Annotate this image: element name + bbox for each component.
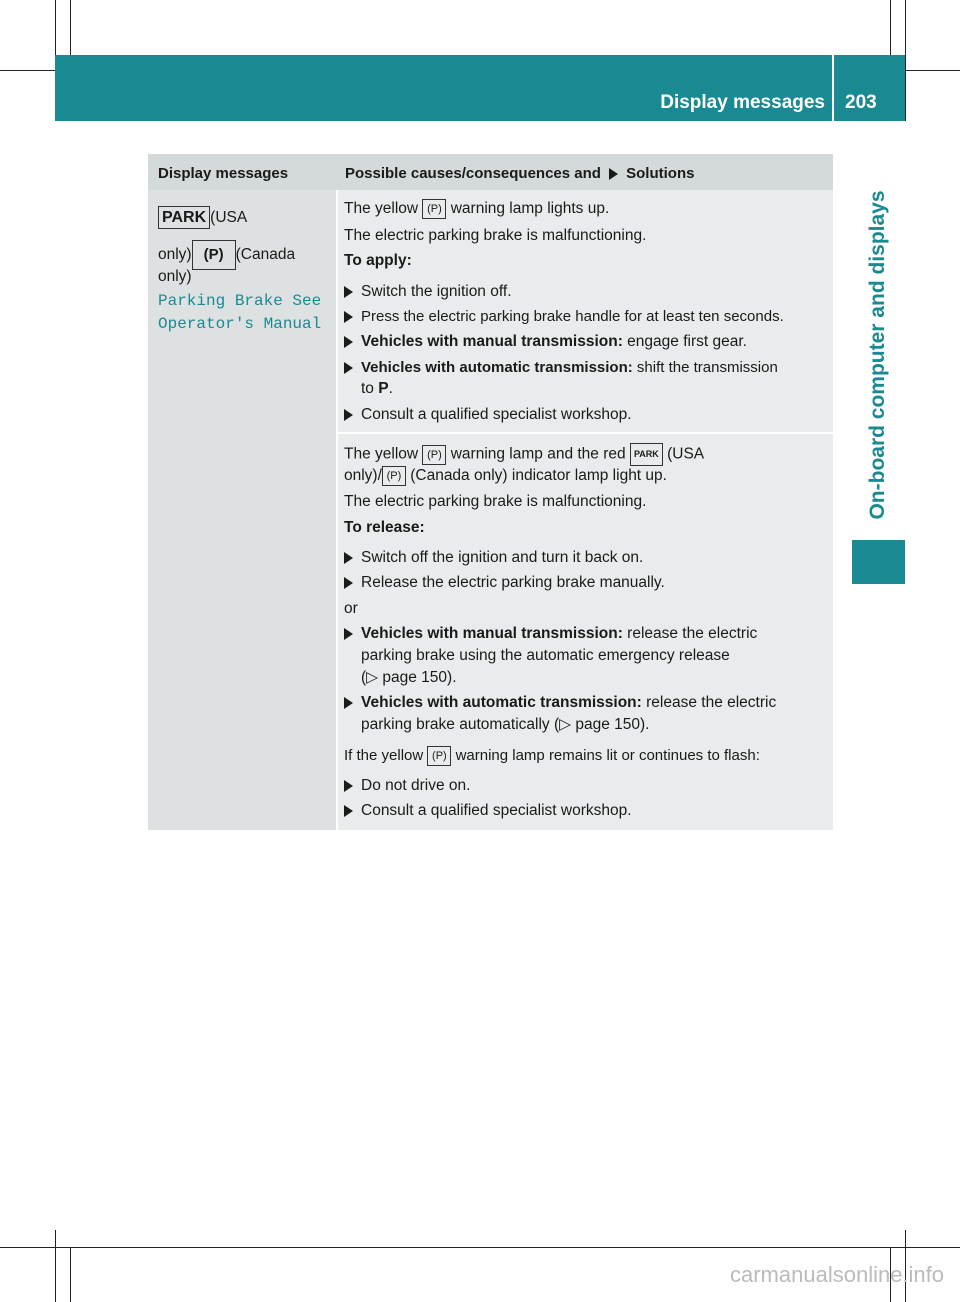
arrow-icon <box>609 168 618 180</box>
left-line-1: PARK (USA <box>158 206 247 229</box>
list-item: Vehicles with automatic transmission: shift the transmission <box>344 357 778 378</box>
block-a-line-1: The yellow (P) warning lamp lights up. <box>344 200 610 217</box>
display-message-line-2: Operator's Manual <box>158 315 322 333</box>
page-title: Display messages <box>660 92 825 113</box>
list-item: Release the electric parking brake manually. <box>344 572 665 593</box>
block-b-line-5: If the yellow (P) warning lamp remains lit or continues to flash: <box>344 745 760 766</box>
block-a-line-2: The electric parking brake is malfunctioning. <box>344 227 647 244</box>
crop-mark <box>70 1247 71 1302</box>
side-tab-marker <box>852 540 905 584</box>
arrow-icon <box>344 577 353 589</box>
messages-table <box>148 154 833 830</box>
block-b-line-1: The yellow (P) warning lamp and the red PARK (USA <box>344 443 704 466</box>
parking-brake-icon: (P) <box>382 466 406 486</box>
list-item: Vehicles with automatic transmission: release the electric <box>344 692 776 713</box>
park-icon: PARK <box>158 206 210 229</box>
list-item: Vehicles with manual transmission: engage first gear. <box>344 331 747 352</box>
display-message-line-1: Parking Brake See <box>158 292 322 310</box>
left-line-3: only) <box>158 268 192 285</box>
or-text: or <box>344 600 358 617</box>
block-b-line-2: only)/ (P) (Canada only) indicator lamp light up. <box>344 467 667 484</box>
crop-mark <box>0 1247 960 1248</box>
col1-header: Display messages <box>158 165 289 182</box>
arrow-icon <box>344 286 353 298</box>
crop-mark <box>905 0 906 121</box>
parking-brake-icon: (P) <box>422 445 446 465</box>
page-reference: (▷ page 150). <box>361 669 457 686</box>
page-number: 203 <box>845 92 877 113</box>
left-line-2: only) (P) (Canada <box>158 240 295 270</box>
watermark: carmanualsonline.info <box>730 1262 945 1287</box>
list-item: Consult a qualified specialist workshop. <box>344 404 632 425</box>
arrow-icon <box>344 628 353 640</box>
list-item: Consult a qualified specialist workshop. <box>344 800 632 821</box>
park-icon: PARK <box>630 443 663 466</box>
col2-header: Possible causes/consequences and Solutions <box>345 165 695 182</box>
block-b-subheading: To release: <box>344 519 425 536</box>
list-item: Switch the ignition off. <box>344 281 512 302</box>
list-item: Vehicles with manual transmission: release the electric <box>344 623 757 644</box>
arrow-icon <box>344 697 353 709</box>
list-item-continued: parking brake automatically (▷ page 150). <box>361 716 650 733</box>
arrow-icon <box>344 409 353 421</box>
arrow-icon <box>344 780 353 792</box>
list-item: Switch off the ignition and turn it back on. <box>344 547 643 568</box>
list-item-continued: to P. <box>361 380 393 397</box>
arrow-icon <box>344 362 353 374</box>
parking-brake-icon: (P) <box>422 199 446 219</box>
arrow-icon <box>344 336 353 348</box>
crop-mark <box>890 0 891 55</box>
parking-brake-icon: (P) <box>192 240 236 270</box>
list-item: Press the electric parking brake handle for at least ten seconds. <box>344 306 784 327</box>
crop-mark <box>70 0 71 55</box>
list-item-continued: parking brake using the automatic emergency release <box>361 647 730 664</box>
table-header-row <box>148 154 833 190</box>
parking-brake-icon: (P) <box>427 746 451 766</box>
list-item: Do not drive on. <box>344 775 470 796</box>
crop-mark <box>55 1230 56 1302</box>
side-tab-label: On-board computer and displays <box>866 190 889 520</box>
arrow-icon <box>344 805 353 817</box>
header-divider <box>832 55 834 121</box>
block-b-line-3: The electric parking brake is malfunctioning. <box>344 493 647 510</box>
block-a-subheading: To apply: <box>344 252 412 269</box>
arrow-icon <box>344 311 353 323</box>
arrow-icon <box>344 552 353 564</box>
